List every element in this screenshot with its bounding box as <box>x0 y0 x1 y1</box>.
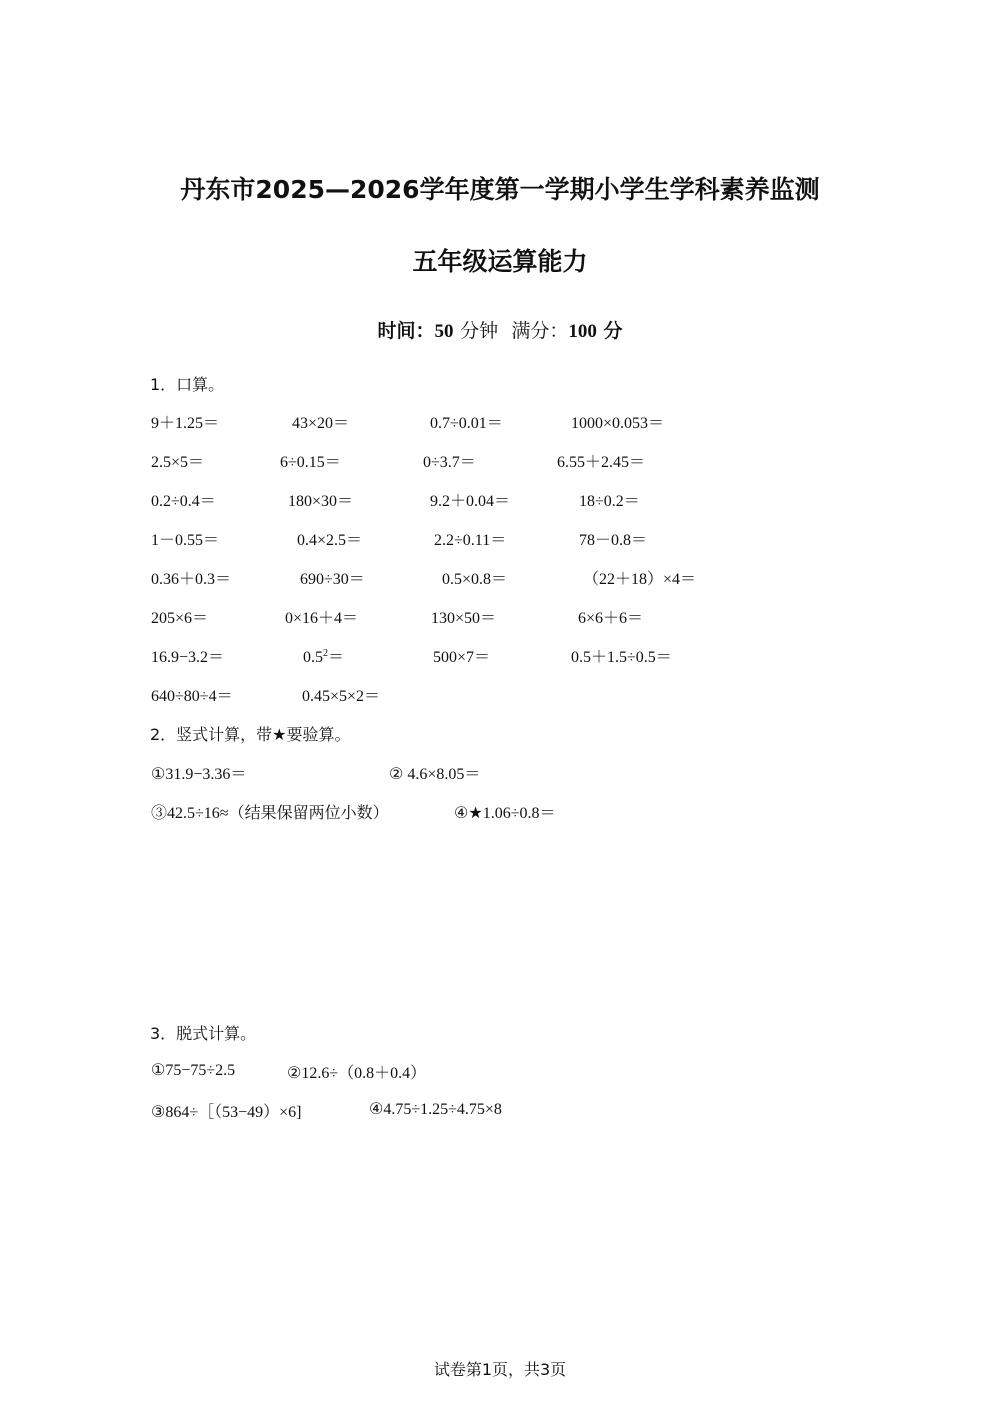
oral-item: 0.5＋1.5÷0.5＝ <box>571 649 672 666</box>
oral-item: 0.5×0.8＝ <box>442 571 508 588</box>
oral-item: 640÷80÷4＝ <box>151 688 233 705</box>
exam-subtitle: 五年级运算能力 <box>412 247 588 276</box>
oral-item: 6.55＋2.45＝ <box>557 454 646 471</box>
oral-item: 2.2÷0.11＝ <box>434 532 507 549</box>
oral-item: 9＋1.25＝ <box>151 415 220 432</box>
page-footer: 试卷第1页，共3页 <box>433 1360 567 1379</box>
score-value: 100 <box>568 321 597 342</box>
exam-meta <box>0 316 1000 343</box>
oral-item: 0÷3.7＝ <box>423 454 476 471</box>
section2-heading: 2．竖式计算，带★要验算。 <box>150 725 351 744</box>
oral-item: 130×50＝ <box>431 610 497 627</box>
oral-item: 0×16＋4＝ <box>285 610 359 627</box>
vertical-calc-item: ④★1.06÷0.8＝ <box>454 805 556 822</box>
step-calc-item: ②12.6÷（0.8＋0.4） <box>287 1065 427 1082</box>
oral-item: 0.4×2.5＝ <box>297 532 363 549</box>
score-label: 满分： <box>511 320 569 342</box>
step-calc-item: ④4.75÷1.25÷4.75×8 <box>369 1101 502 1118</box>
step-calc-item: ③864÷［（53−49）×6] <box>151 1104 302 1121</box>
exam-title: 丹东市2025—2026学年度第一学期小学生学科素养监测 <box>180 175 820 204</box>
oral-item: 78－0.8＝ <box>579 532 648 549</box>
vertical-calc-item: ③42.5÷16≈（结果保留两位小数） <box>151 805 389 822</box>
time-label: 时间： <box>377 320 435 342</box>
oral-item: 500×7＝ <box>433 649 491 666</box>
step-calc-item: ①75−75÷2.5 <box>151 1062 236 1079</box>
oral-item: （22＋18）×4＝ <box>583 571 697 588</box>
oral-item: 0.2÷0.4＝ <box>151 493 216 510</box>
vertical-calc-item: ①31.9−3.36＝ <box>151 766 247 783</box>
vertical-calc-item: ② 4.6×8.05＝ <box>389 766 481 783</box>
section3-heading: 3．脱式计算。 <box>150 1024 257 1043</box>
oral-item-power <box>303 644 344 667</box>
power-exponent: 2 <box>323 648 328 659</box>
oral-item: 0.7÷0.01＝ <box>430 415 503 432</box>
oral-item: 18÷0.2＝ <box>579 493 640 510</box>
oral-item: 1000×0.053＝ <box>571 415 665 432</box>
oral-item: 1－0.55＝ <box>151 532 220 549</box>
time-value: 50 <box>434 321 454 342</box>
score-unit: 分 <box>603 320 623 342</box>
oral-item: 6×6＋6＝ <box>578 610 644 627</box>
power-base: 0.5 <box>303 649 323 666</box>
section1-heading: 1．口算。 <box>150 375 225 394</box>
oral-item: 16.9−3.2＝ <box>151 649 225 666</box>
time-unit: 分钟 <box>460 320 499 342</box>
oral-item: 690÷30＝ <box>300 571 365 588</box>
oral-item: 6÷0.15＝ <box>280 454 341 471</box>
oral-item: 180×30＝ <box>288 493 354 510</box>
oral-item: 9.2＋0.04＝ <box>430 493 511 510</box>
power-suffix: ＝ <box>328 649 345 666</box>
oral-item: 0.45×5×2＝ <box>302 688 381 705</box>
oral-item: 43×20＝ <box>292 415 350 432</box>
oral-item: 0.36＋0.3＝ <box>151 571 232 588</box>
oral-item: 2.5×5＝ <box>151 454 205 471</box>
oral-item: 205×6＝ <box>151 610 209 627</box>
